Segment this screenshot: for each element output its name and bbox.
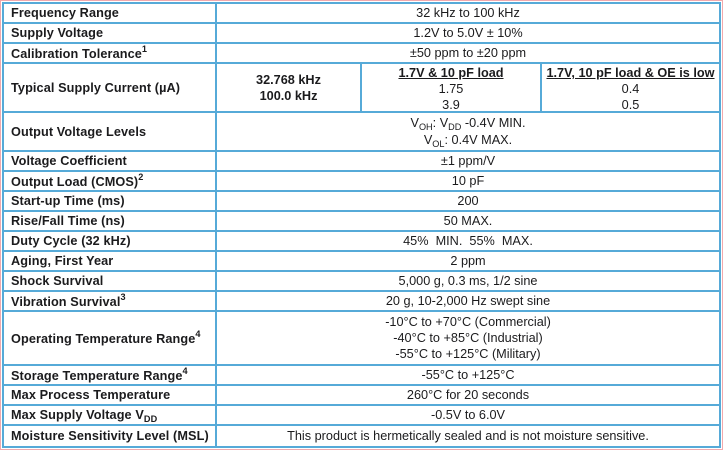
frequency-100khz: 100.0 kHz [259,88,318,103]
spec-label-supply-voltage [4,24,215,42]
label-text: Max Process Temperature [11,387,171,402]
row-max-supply-voltage [4,404,719,424]
spec-label-duty-cycle [4,232,215,250]
spec-value-moisture-sensitivity [215,426,719,446]
value-text: 200 [457,194,479,209]
label-text: Calibration Tolerance$^1$ [11,44,148,62]
spec-value-shock-survival [215,272,719,290]
value-text: 260°C for 20 seconds [406,387,530,402]
row-vibration-survival [4,290,719,310]
value-text: 2 ppm [450,254,486,269]
footnote-2: 2 [138,172,144,183]
row-max-process-temperature [4,384,719,404]
value-text: 10 pF [451,174,485,189]
footnote-3: 3 [120,292,126,303]
industrial-range: -40°C to +85°C (Industrial) [393,331,543,346]
spec-value-supply-voltage [215,24,719,42]
label-text: Frequency Range [11,6,119,21]
military-range: -55°C to +125°C (Military) [395,347,541,362]
spec-label-frequency-range [4,4,215,22]
spec-value-vibration-survival [215,292,719,310]
spec-value-voltage-coefficient [215,152,719,170]
label-text: Typical Supply Current (µA) [11,80,181,95]
value-text: -55°C to +125°C [421,367,515,382]
row-aging-first-year [4,250,719,270]
value-text: 32 kHz to 100 kHz [416,6,520,21]
spec-label-output-load [4,172,215,190]
footnote-4: 4 [182,365,188,376]
row-output-voltage-levels [4,111,719,150]
row-output-load [4,170,719,190]
row-storage-temperature-range [4,364,719,384]
spec-value-output-voltage-levels [215,113,719,150]
row-typical-supply-current [4,62,719,111]
spec-label-storage-temperature-range [4,366,215,384]
label-text: Aging, First Year [11,254,114,269]
label-text: Rise/Fall Time (ns) [11,214,125,229]
label-text: Storage Temperature Range$^4$ [11,365,188,384]
label-text: Output Load (CMOS)$^2$ [11,172,144,190]
value-text: ±1 ppm/V [440,154,496,169]
spec-value-calibration-tolerance [215,44,719,62]
value-text: This product is hermetically sealed and is not moisture sensitive. [287,428,649,443]
supply-current-oe-low-column [540,64,719,111]
spec-label-voltage-coefficient [4,152,215,170]
value-text: 20 g, 10-2,000 Hz swept sine [385,294,551,309]
spec-label-typical-supply-current [4,64,215,111]
spec-value-storage-temperature-range [215,366,719,384]
label-text: Output Voltage Levels [11,124,147,139]
value-text: 50 MAX. [443,214,493,229]
footnote-4: 4 [195,329,201,340]
spec-label-shock-survival [4,272,215,290]
spec-table [2,2,721,448]
voh-spec: $V_{OH}$: $V_{DD}$ -0.4V MIN. [410,115,526,132]
row-operating-temperature-range [4,310,719,363]
spec-value-startup-time [215,192,719,210]
spec-value-max-supply-voltage [215,406,719,424]
spec-value-aging-first-year [215,252,719,270]
spec-label-calibration-tolerance [4,44,215,62]
row-rise-fall-time [4,210,719,230]
row-startup-time [4,190,719,210]
oe-low-value-32khz: 0.4 [621,82,640,97]
vdd-subscript: DD [143,413,158,424]
oe-low-value-100khz: 0.5 [621,98,640,113]
row-voltage-coefficient [4,150,719,170]
row-frequency-range [4,4,719,22]
spec-label-aging-first-year [4,252,215,270]
supply-current-load-column [360,64,540,111]
label-text: Shock Survival [11,274,104,289]
label-text: Voltage Coefficient [11,154,127,169]
row-supply-voltage [4,22,719,42]
row-shock-survival [4,270,719,290]
spec-value-rise-fall-time [215,212,719,230]
spec-value-frequency-range [215,4,719,22]
spec-value-duty-cycle [215,232,719,250]
spec-label-operating-temperature-range [4,312,215,363]
spec-label-max-supply-voltage [4,406,215,424]
spec-value-max-process-temperature [215,386,719,404]
label-text: Vibration Survival$^3$ [11,292,126,310]
spec-label-output-voltage-levels [4,113,215,150]
load-column-header: 1.7V & 10 pF load [398,66,504,81]
frequency-32khz: 32.768 kHz [256,72,321,87]
label-text: Operating Temperature Range$^4$ [11,329,201,347]
label-text: Supply Voltage [11,26,104,41]
spec-label-max-process-temperature [4,386,215,404]
commercial-range: -10°C to +70°C (Commercial) [385,315,551,330]
value-text: 1.2V to 5.0V ± 10% [413,26,523,41]
row-calibration-tolerance [4,42,719,62]
spec-value-output-load [215,172,719,190]
load-value-100khz: 3.9 [442,98,460,113]
label-text: Max Supply Voltage $V_{DD}$ [11,408,158,424]
row-duty-cycle [4,230,719,250]
oe-low-column-header: 1.7V, 10 pF load & OE is low [546,66,715,81]
value-text: -0.5V to 6.0V [430,408,506,423]
label-text: Moisture Sensitivity Level (MSL) [11,428,209,443]
load-value-32khz: 1.75 [438,82,464,97]
value-text: 5,000 g, 0.3 ms, 1/2 sine [398,274,538,289]
spec-value-operating-temperature-range [215,312,719,363]
value-text: ±50 ppm to ±20 ppm [409,46,527,61]
footnote-1: 1 [141,44,148,55]
row-moisture-sensitivity [4,424,719,446]
label-text: Duty Cycle (32 kHz) [11,234,131,249]
spec-label-rise-fall-time [4,212,215,230]
supply-current-frequency-cell [215,64,360,111]
label-text: Start-up Time (ms) [11,194,125,209]
vol-spec: $V_{OL}$: 0.4V MAX. [423,132,513,149]
spec-label-vibration-survival [4,292,215,310]
spec-label-startup-time [4,192,215,210]
value-text: 45% MIN. 55% MAX. [403,234,533,249]
spec-label-moisture-sensitivity [4,426,215,446]
